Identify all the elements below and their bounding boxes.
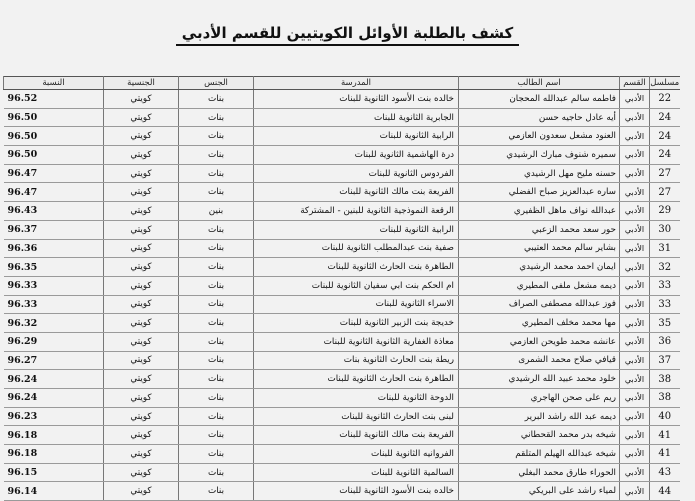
- cell-student-name: ايمان احمد محمد الرشيدي: [459, 258, 620, 277]
- table-row: [4, 463, 680, 482]
- cell-school: الطاهرة بنت الحارث الثانوية للبنات: [254, 258, 459, 277]
- cell-section: الأدبي: [620, 127, 650, 146]
- cell-percentage: 96.47: [4, 164, 104, 183]
- cell-serial: 32: [650, 258, 680, 277]
- cell-school: الفروانيه الثانوية للبنات: [254, 445, 459, 464]
- cell-nationality: كويتي: [104, 276, 179, 295]
- cell-gender: بنات: [179, 239, 254, 258]
- cell-section: الأدبي: [620, 482, 650, 501]
- cell-serial: 37: [650, 351, 680, 370]
- cell-section: الأدبي: [620, 183, 650, 202]
- cell-serial: 22: [650, 90, 680, 109]
- cell-percentage: 96.36: [4, 239, 104, 258]
- table-row: [4, 482, 680, 501]
- table-row: [4, 90, 680, 109]
- table-header: [4, 77, 680, 90]
- title-text: كشف بالطلبة الأوائل الكويتيين للقسم الأدبي: [176, 24, 519, 46]
- cell-student-name: خلود محمد عبيد الله الرشيدي: [459, 370, 620, 389]
- cell-school: السالمية الثانوية للبنات: [254, 463, 459, 482]
- cell-section: الأدبي: [620, 276, 650, 295]
- cell-gender: بنات: [179, 389, 254, 408]
- cell-percentage: 96.24: [4, 389, 104, 408]
- cell-gender: بنات: [179, 407, 254, 426]
- cell-nationality: كويتي: [104, 314, 179, 333]
- table-row: [4, 332, 680, 351]
- cell-student-name: الحوراء طارق محمد البغلي: [459, 463, 620, 482]
- cell-school: خالده بنت الأسود الثانوية للبنات: [254, 90, 459, 109]
- cell-section: الأدبي: [620, 258, 650, 277]
- cell-serial: 33: [650, 295, 680, 314]
- cell-school: الفريعة بنت مالك الثانوية للبنات: [254, 183, 459, 202]
- cell-student-name: فاطمه سالم عبدالله المحجان: [459, 90, 620, 109]
- cell-student-name: العنود مشعل سعدون العازمي: [459, 127, 620, 146]
- cell-gender: بنات: [179, 351, 254, 370]
- table-row: [4, 370, 680, 389]
- cell-nationality: كويتي: [104, 146, 179, 165]
- cell-gender: بنات: [179, 127, 254, 146]
- cell-section: الأدبي: [620, 146, 650, 165]
- cell-serial: 44: [650, 482, 680, 501]
- table-row: [4, 389, 680, 408]
- cell-gender: بنات: [179, 258, 254, 277]
- cell-percentage: 96.37: [4, 220, 104, 239]
- cell-student-name: فوز عبدالله مصطفى الصراف: [459, 295, 620, 314]
- cell-school: خديجة بنت الزبير الثانوية للبنات: [254, 314, 459, 333]
- cell-school: الجابرية الثانوية للبنات: [254, 108, 459, 127]
- cell-nationality: كويتي: [104, 202, 179, 221]
- cell-student-name: مها محمد مخلف المطيري: [459, 314, 620, 333]
- cell-student-name: ديمه عبد الله راشد البرير: [459, 407, 620, 426]
- cell-student-name: بشاير سالم محمد العتيبي: [459, 239, 620, 258]
- cell-gender: بنات: [179, 108, 254, 127]
- cell-nationality: كويتي: [104, 183, 179, 202]
- cell-serial: 40: [650, 407, 680, 426]
- cell-serial: 24: [650, 108, 680, 127]
- cell-school: الفردوس الثانوية للبنات: [254, 164, 459, 183]
- cell-student-name: شيخه بدر محمد القحطاني: [459, 426, 620, 445]
- cell-gender: بنات: [179, 220, 254, 239]
- cell-serial: 24: [650, 146, 680, 165]
- cell-gender: بنات: [179, 332, 254, 351]
- cell-section: الأدبي: [620, 332, 650, 351]
- cell-section: الأدبي: [620, 445, 650, 464]
- cell-student-name: سميره شنوف مبارك الرشيدي: [459, 146, 620, 165]
- table-row: [4, 295, 680, 314]
- cell-nationality: كويتي: [104, 258, 179, 277]
- cell-percentage: 96.50: [4, 127, 104, 146]
- cell-nationality: كويتي: [104, 407, 179, 426]
- cell-nationality: كويتي: [104, 239, 179, 258]
- cell-gender: بنات: [179, 90, 254, 109]
- cell-school: معاذة الغفارية الثانوية الثانوية للبنات: [254, 332, 459, 351]
- cell-percentage: 96.18: [4, 445, 104, 464]
- cell-gender: بنات: [179, 164, 254, 183]
- cell-school: الرابية الثانوية للبنات: [254, 127, 459, 146]
- cell-gender: بنين: [179, 202, 254, 221]
- cell-school: ريطة بنت الحارث الثانوية بنات: [254, 351, 459, 370]
- cell-school: الدوحة الثانوية للبنات: [254, 389, 459, 408]
- cell-school: الفريعة بنت مالك الثانوية للبنات: [254, 426, 459, 445]
- cell-serial: 43: [650, 463, 680, 482]
- cell-student-name: ساره عبدالعزيز صباح الفضلي: [459, 183, 620, 202]
- cell-serial: 31: [650, 239, 680, 258]
- cell-school: لبنى بنت الحارث الثانوية للبنات: [254, 407, 459, 426]
- table-row: [4, 258, 680, 277]
- cell-gender: بنات: [179, 445, 254, 464]
- cell-school: الرابية الثانوية للبنات: [254, 220, 459, 239]
- cell-nationality: كويتي: [104, 332, 179, 351]
- header-name: اسم الطالب: [459, 77, 620, 90]
- cell-school: خالده بنت الأسود الثانوية للبنات: [254, 482, 459, 501]
- header-school: المدرسة: [254, 77, 459, 90]
- cell-nationality: كويتي: [104, 351, 179, 370]
- cell-section: الأدبي: [620, 239, 650, 258]
- cell-nationality: كويتي: [104, 445, 179, 464]
- cell-section: الأدبي: [620, 220, 650, 239]
- cell-gender: بنات: [179, 183, 254, 202]
- header-nationality: الجنسية: [104, 77, 179, 90]
- table-row: [4, 351, 680, 370]
- cell-section: الأدبي: [620, 370, 650, 389]
- cell-percentage: 96.15: [4, 463, 104, 482]
- cell-student-name: قيافي صلاح محمد الشمرى: [459, 351, 620, 370]
- students-table: [3, 76, 680, 501]
- cell-gender: بنات: [179, 295, 254, 314]
- cell-school: الرقعة النموذجية الثانوية للبنين - المشتركة: [254, 202, 459, 221]
- cell-serial: 33: [650, 276, 680, 295]
- cell-percentage: 96.47: [4, 183, 104, 202]
- cell-school: صفية بنت عبدالمطلب الثانوية للبنات: [254, 239, 459, 258]
- cell-nationality: كويتي: [104, 389, 179, 408]
- cell-nationality: كويتي: [104, 370, 179, 389]
- cell-serial: 27: [650, 183, 680, 202]
- cell-section: الأدبي: [620, 164, 650, 183]
- cell-serial: 29: [650, 202, 680, 221]
- cell-percentage: 96.18: [4, 426, 104, 445]
- cell-student-name: ديمه مشعل ملفى المطيري: [459, 276, 620, 295]
- cell-section: الأدبي: [620, 463, 650, 482]
- cell-percentage: 96.50: [4, 146, 104, 165]
- table-row: [4, 127, 680, 146]
- cell-student-name: عبدالله نواف ماهل الظفيري: [459, 202, 620, 221]
- cell-percentage: 96.35: [4, 258, 104, 277]
- cell-nationality: كويتي: [104, 295, 179, 314]
- header-percentage: النسبة: [4, 77, 104, 90]
- cell-section: الأدبي: [620, 202, 650, 221]
- cell-serial: 35: [650, 314, 680, 333]
- cell-student-name: ريم على صحن الهاجري: [459, 389, 620, 408]
- cell-percentage: 96.33: [4, 276, 104, 295]
- table-row: [4, 407, 680, 426]
- table-row: [4, 445, 680, 464]
- header-section: القسم: [620, 77, 650, 90]
- cell-serial: 24: [650, 127, 680, 146]
- cell-section: الأدبي: [620, 389, 650, 408]
- cell-serial: 38: [650, 370, 680, 389]
- cell-percentage: 96.29: [4, 332, 104, 351]
- cell-section: الأدبي: [620, 407, 650, 426]
- cell-percentage: 96.27: [4, 351, 104, 370]
- cell-percentage: 96.32: [4, 314, 104, 333]
- table-row: [4, 239, 680, 258]
- table-row: [4, 202, 680, 221]
- cell-serial: 41: [650, 445, 680, 464]
- cell-section: الأدبي: [620, 426, 650, 445]
- cell-nationality: كويتي: [104, 426, 179, 445]
- cell-section: الأدبي: [620, 108, 650, 127]
- cell-school: ام الحكم بنت ابي سفيان الثانوية للبنات: [254, 276, 459, 295]
- cell-nationality: كويتي: [104, 220, 179, 239]
- cell-nationality: كويتي: [104, 127, 179, 146]
- table-row: [4, 108, 680, 127]
- cell-gender: بنات: [179, 426, 254, 445]
- table-row: [4, 426, 680, 445]
- cell-percentage: 96.33: [4, 295, 104, 314]
- table-row: [4, 276, 680, 295]
- cell-gender: بنات: [179, 146, 254, 165]
- cell-serial: 36: [650, 332, 680, 351]
- cell-percentage: 96.52: [4, 90, 104, 109]
- table-row: [4, 164, 680, 183]
- cell-nationality: كويتي: [104, 108, 179, 127]
- header-gender: الجنس: [179, 77, 254, 90]
- cell-nationality: كويتي: [104, 482, 179, 501]
- table-row: [4, 314, 680, 333]
- cell-nationality: كويتي: [104, 164, 179, 183]
- cell-serial: 41: [650, 426, 680, 445]
- cell-school: الاسراء الثانوية للبنات: [254, 295, 459, 314]
- table-row: [4, 183, 680, 202]
- cell-student-name: حور سعد محمد الزعبي: [459, 220, 620, 239]
- header-row: [4, 77, 680, 90]
- cell-percentage: 96.14: [4, 482, 104, 501]
- cell-gender: بنات: [179, 370, 254, 389]
- cell-gender: بنات: [179, 463, 254, 482]
- cell-student-name: لمياء راشد على البريكي: [459, 482, 620, 501]
- header-serial: مسلسل: [650, 78, 680, 88]
- cell-percentage: 96.24: [4, 370, 104, 389]
- table-row: [4, 146, 680, 165]
- cell-student-name: عانشه محمد طويحن العازمي: [459, 332, 620, 351]
- cell-serial: 38: [650, 389, 680, 408]
- cell-gender: بنات: [179, 482, 254, 501]
- cell-serial: 30: [650, 220, 680, 239]
- cell-student-name: أيه عادل حاجيه حسن: [459, 108, 620, 127]
- cell-gender: بنات: [179, 314, 254, 333]
- table-row: [4, 220, 680, 239]
- cell-percentage: 96.23: [4, 407, 104, 426]
- cell-student-name: شيخه عبدالله الهيلم المتلقم: [459, 445, 620, 464]
- table-body: [4, 90, 680, 501]
- cell-gender: بنات: [179, 276, 254, 295]
- cell-section: الأدبي: [620, 90, 650, 109]
- cell-school: الطاهرة بنت الحارث الثانوية للبنات: [254, 370, 459, 389]
- page-title: [0, 24, 695, 42]
- cell-serial: 27: [650, 164, 680, 183]
- cell-school: درة الهاشمية الثانوية للبنات: [254, 146, 459, 165]
- cell-nationality: كويتي: [104, 463, 179, 482]
- cell-section: الأدبي: [620, 314, 650, 333]
- cell-section: الأدبي: [620, 351, 650, 370]
- cell-section: الأدبي: [620, 295, 650, 314]
- cell-student-name: حسنه مليح مهل الرشيدي: [459, 164, 620, 183]
- cell-percentage: 96.50: [4, 108, 104, 127]
- cell-percentage: 96.43: [4, 202, 104, 221]
- cell-nationality: كويتي: [104, 90, 179, 109]
